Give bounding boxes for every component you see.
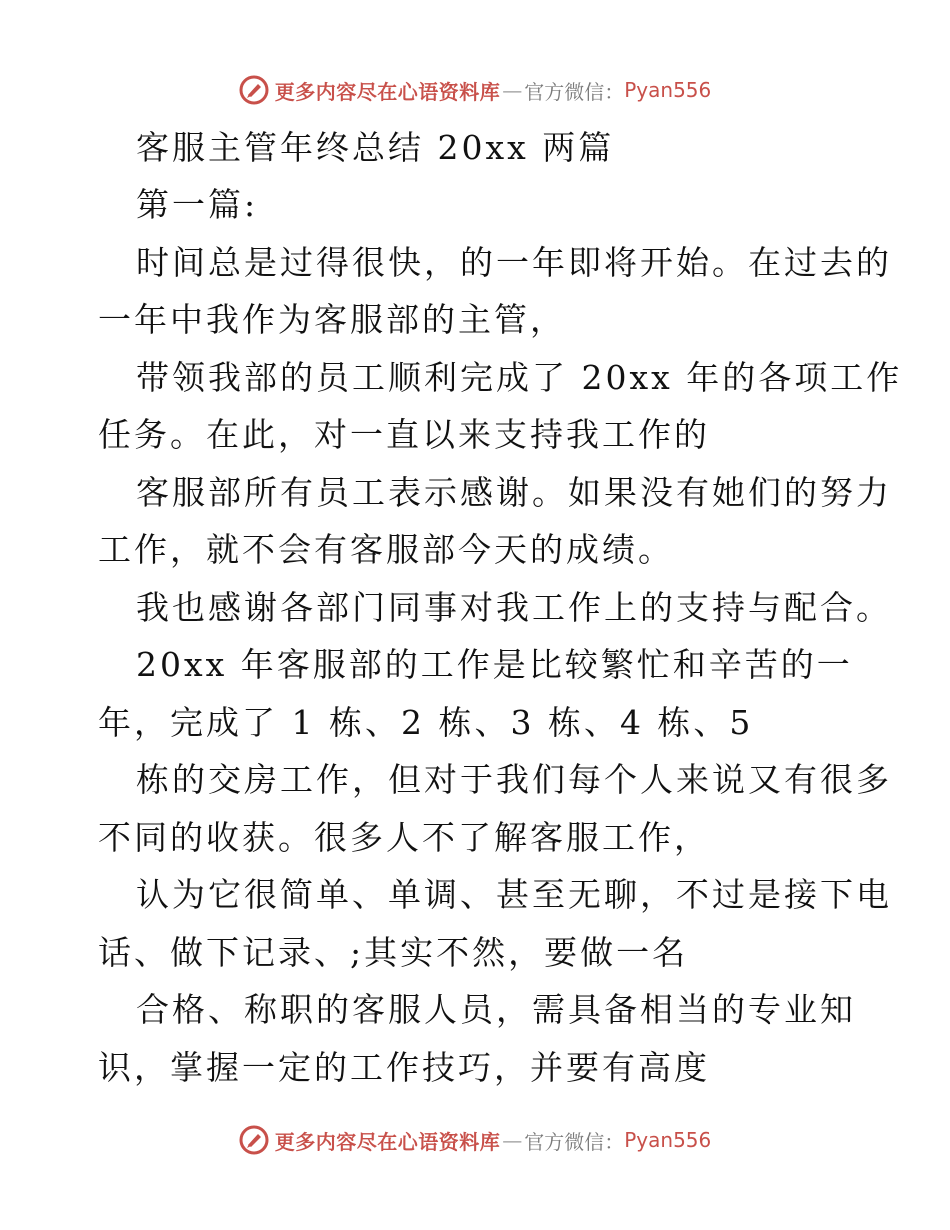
banner-text: 更多内容尽在心语资料库 xyxy=(274,1129,501,1154)
banner-separator: — xyxy=(502,1128,523,1152)
paragraph-line: 客服部所有员工表示感谢。如果没有她们的努力 xyxy=(136,473,892,512)
paragraph-line: 识，掌握一定的工作技巧，并要有高度 xyxy=(98,1048,710,1087)
banner-text: 更多内容尽在心语资料库 xyxy=(274,79,501,104)
paragraph-line: 20xx 年客服部的工作是比较繁忙和辛苦的一 xyxy=(136,645,853,684)
paragraph-line: 一年中我作为客服部的主管， xyxy=(98,300,566,339)
banner-wechat-id: Pyan556 xyxy=(624,1128,712,1152)
brand-logo-icon xyxy=(239,1125,269,1155)
paragraph-line: 带领我部的员工顺利完成了 20xx 年的各项工作 xyxy=(136,358,903,397)
paragraph-line: 任务。在此，对一直以来支持我工作的 xyxy=(98,415,710,454)
section-heading: 第一篇: xyxy=(136,185,259,224)
footer-banner xyxy=(0,1120,950,1160)
banner-wechat-label: 官方微信： xyxy=(524,1129,625,1154)
paragraph-line: 栋的交房工作，但对于我们每个人来说又有很多 xyxy=(136,760,892,799)
document-title: 客服主管年终总结 20xx 两篇 xyxy=(136,128,615,167)
paragraph-line: 话、做下记录、;其实不然，要做一名 xyxy=(98,933,689,972)
paragraph-line: 时间总是过得很快，的一年即将开始。在过去的 xyxy=(136,243,892,282)
brand-logo-icon xyxy=(239,75,269,105)
paragraph-line: 我也感谢各部门同事对我工作上的支持与配合。 xyxy=(136,588,892,627)
paragraph-line: 不同的收获。很多人不了解客服工作， xyxy=(98,818,710,857)
paragraph-line: 合格、称职的客服人员，需具备相当的专业知 xyxy=(136,990,856,1029)
banner-wechat-label: 官方微信： xyxy=(524,79,625,104)
banner-separator: — xyxy=(502,78,523,102)
header-banner xyxy=(0,70,950,110)
banner-wechat-id: Pyan556 xyxy=(624,78,712,102)
paragraph-line: 工作，就不会有客服部今天的成绩。 xyxy=(98,530,674,569)
paragraph-line: 年，完成了 1 栋、2 栋、3 栋、4 栋、5 xyxy=(98,703,754,742)
paragraph-line: 认为它很简单、单调、甚至无聊，不过是接下电 xyxy=(136,875,892,914)
